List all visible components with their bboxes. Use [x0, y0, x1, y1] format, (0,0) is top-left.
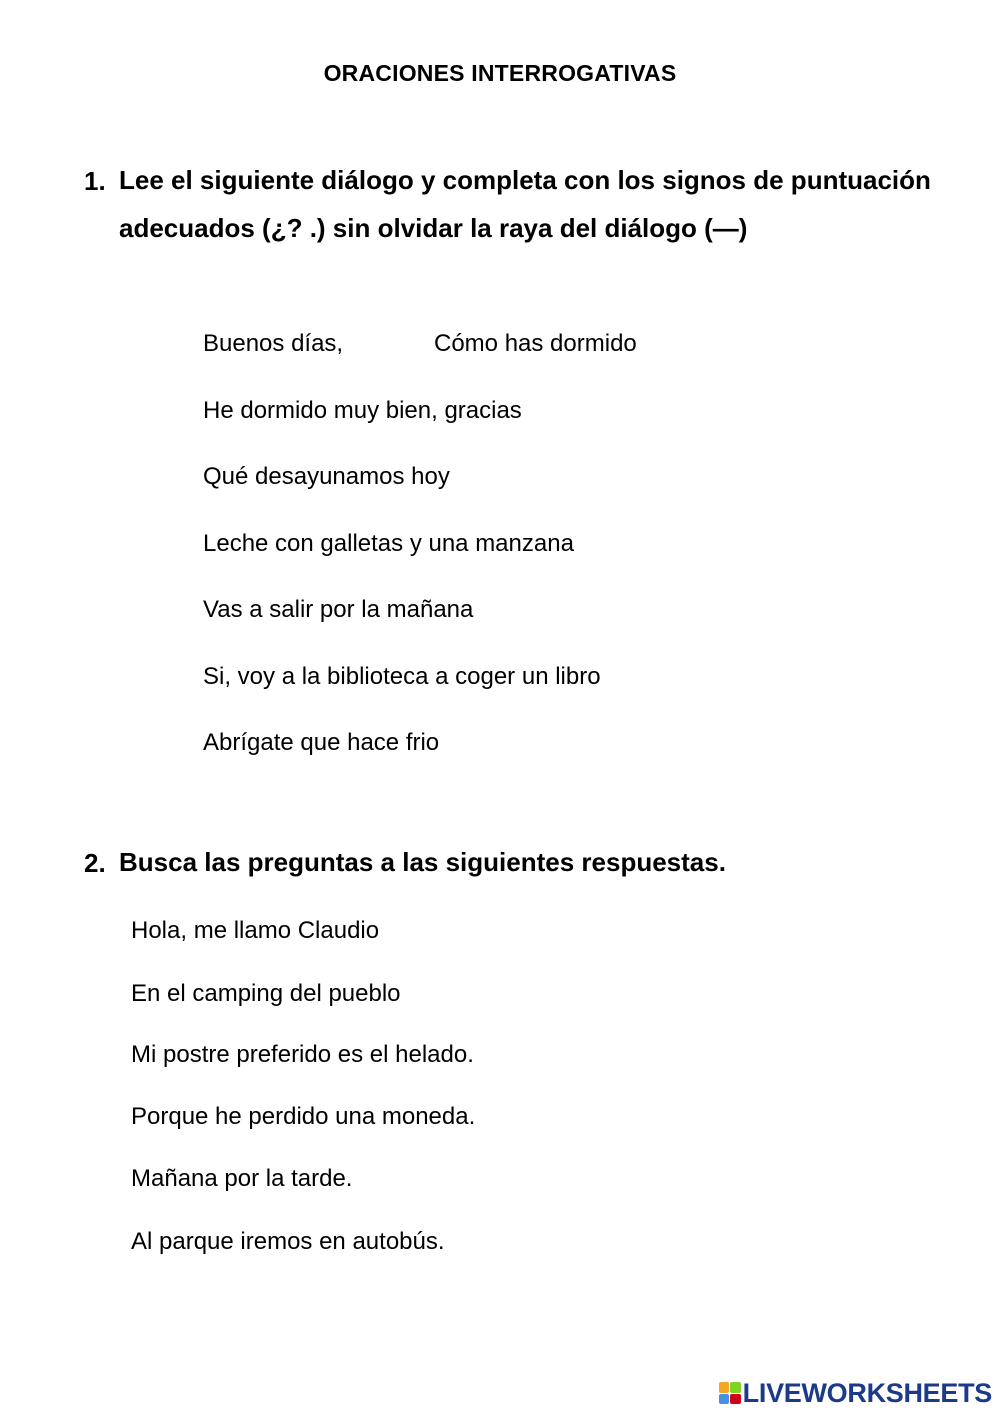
- question-1-instructions: Lee el siguiente diálogo y completa con los signos de puntuación adecuados (¿? .) sin olvidar la raya del diálogo (—): [119, 165, 931, 243]
- dialogue-line-1-question: Cómo has dormido: [434, 330, 637, 357]
- question-2-number: 2.: [84, 848, 106, 878]
- worksheet-title: ORACIONES INTERROGATIVAS: [323, 60, 677, 86]
- logo-tile-2: [730, 1382, 741, 1393]
- answer-line-5: Mañana por la tarde.: [131, 1165, 353, 1192]
- question-1-number: 1.: [84, 166, 106, 196]
- question-2-instructions: Busca las preguntas a las siguientes respuestas.: [119, 847, 726, 877]
- dialogue-line-3: Qué desayunamos hoy: [203, 463, 450, 490]
- dialogue-line-2: He dormido muy bien, gracias: [203, 397, 522, 424]
- dialogue-line-1-greeting: Buenos días,: [203, 330, 344, 357]
- answer-line-1: Hola, me llamo Claudio: [131, 917, 380, 944]
- liveworksheets-logo-text: LIVEWORKSHEETS: [742, 1377, 992, 1408]
- answer-line-3: Mi postre preferido es el helado.: [131, 1041, 474, 1068]
- liveworksheets-logo-icon: [719, 1382, 741, 1404]
- answer-line-6: Al parque iremos en autobús.: [131, 1228, 445, 1255]
- dialogue-line-5: Vas a salir por la mañana: [203, 596, 474, 623]
- liveworksheets-logo: [719, 1377, 992, 1409]
- dialogue-line-4: Leche con galletas y una manzana: [203, 530, 574, 557]
- logo-tile-1: [719, 1382, 730, 1393]
- answer-line-2: En el camping del pueblo: [131, 980, 401, 1007]
- logo-tile-4: [730, 1394, 741, 1405]
- answer-line-4: Porque he perdido una moneda.: [131, 1103, 476, 1130]
- dialogue-line-7: Abrígate que hace frio: [203, 729, 440, 756]
- logo-tile-3: [719, 1394, 730, 1405]
- dialogue-line-6: Si, voy a la biblioteca a coger un libro: [203, 663, 601, 690]
